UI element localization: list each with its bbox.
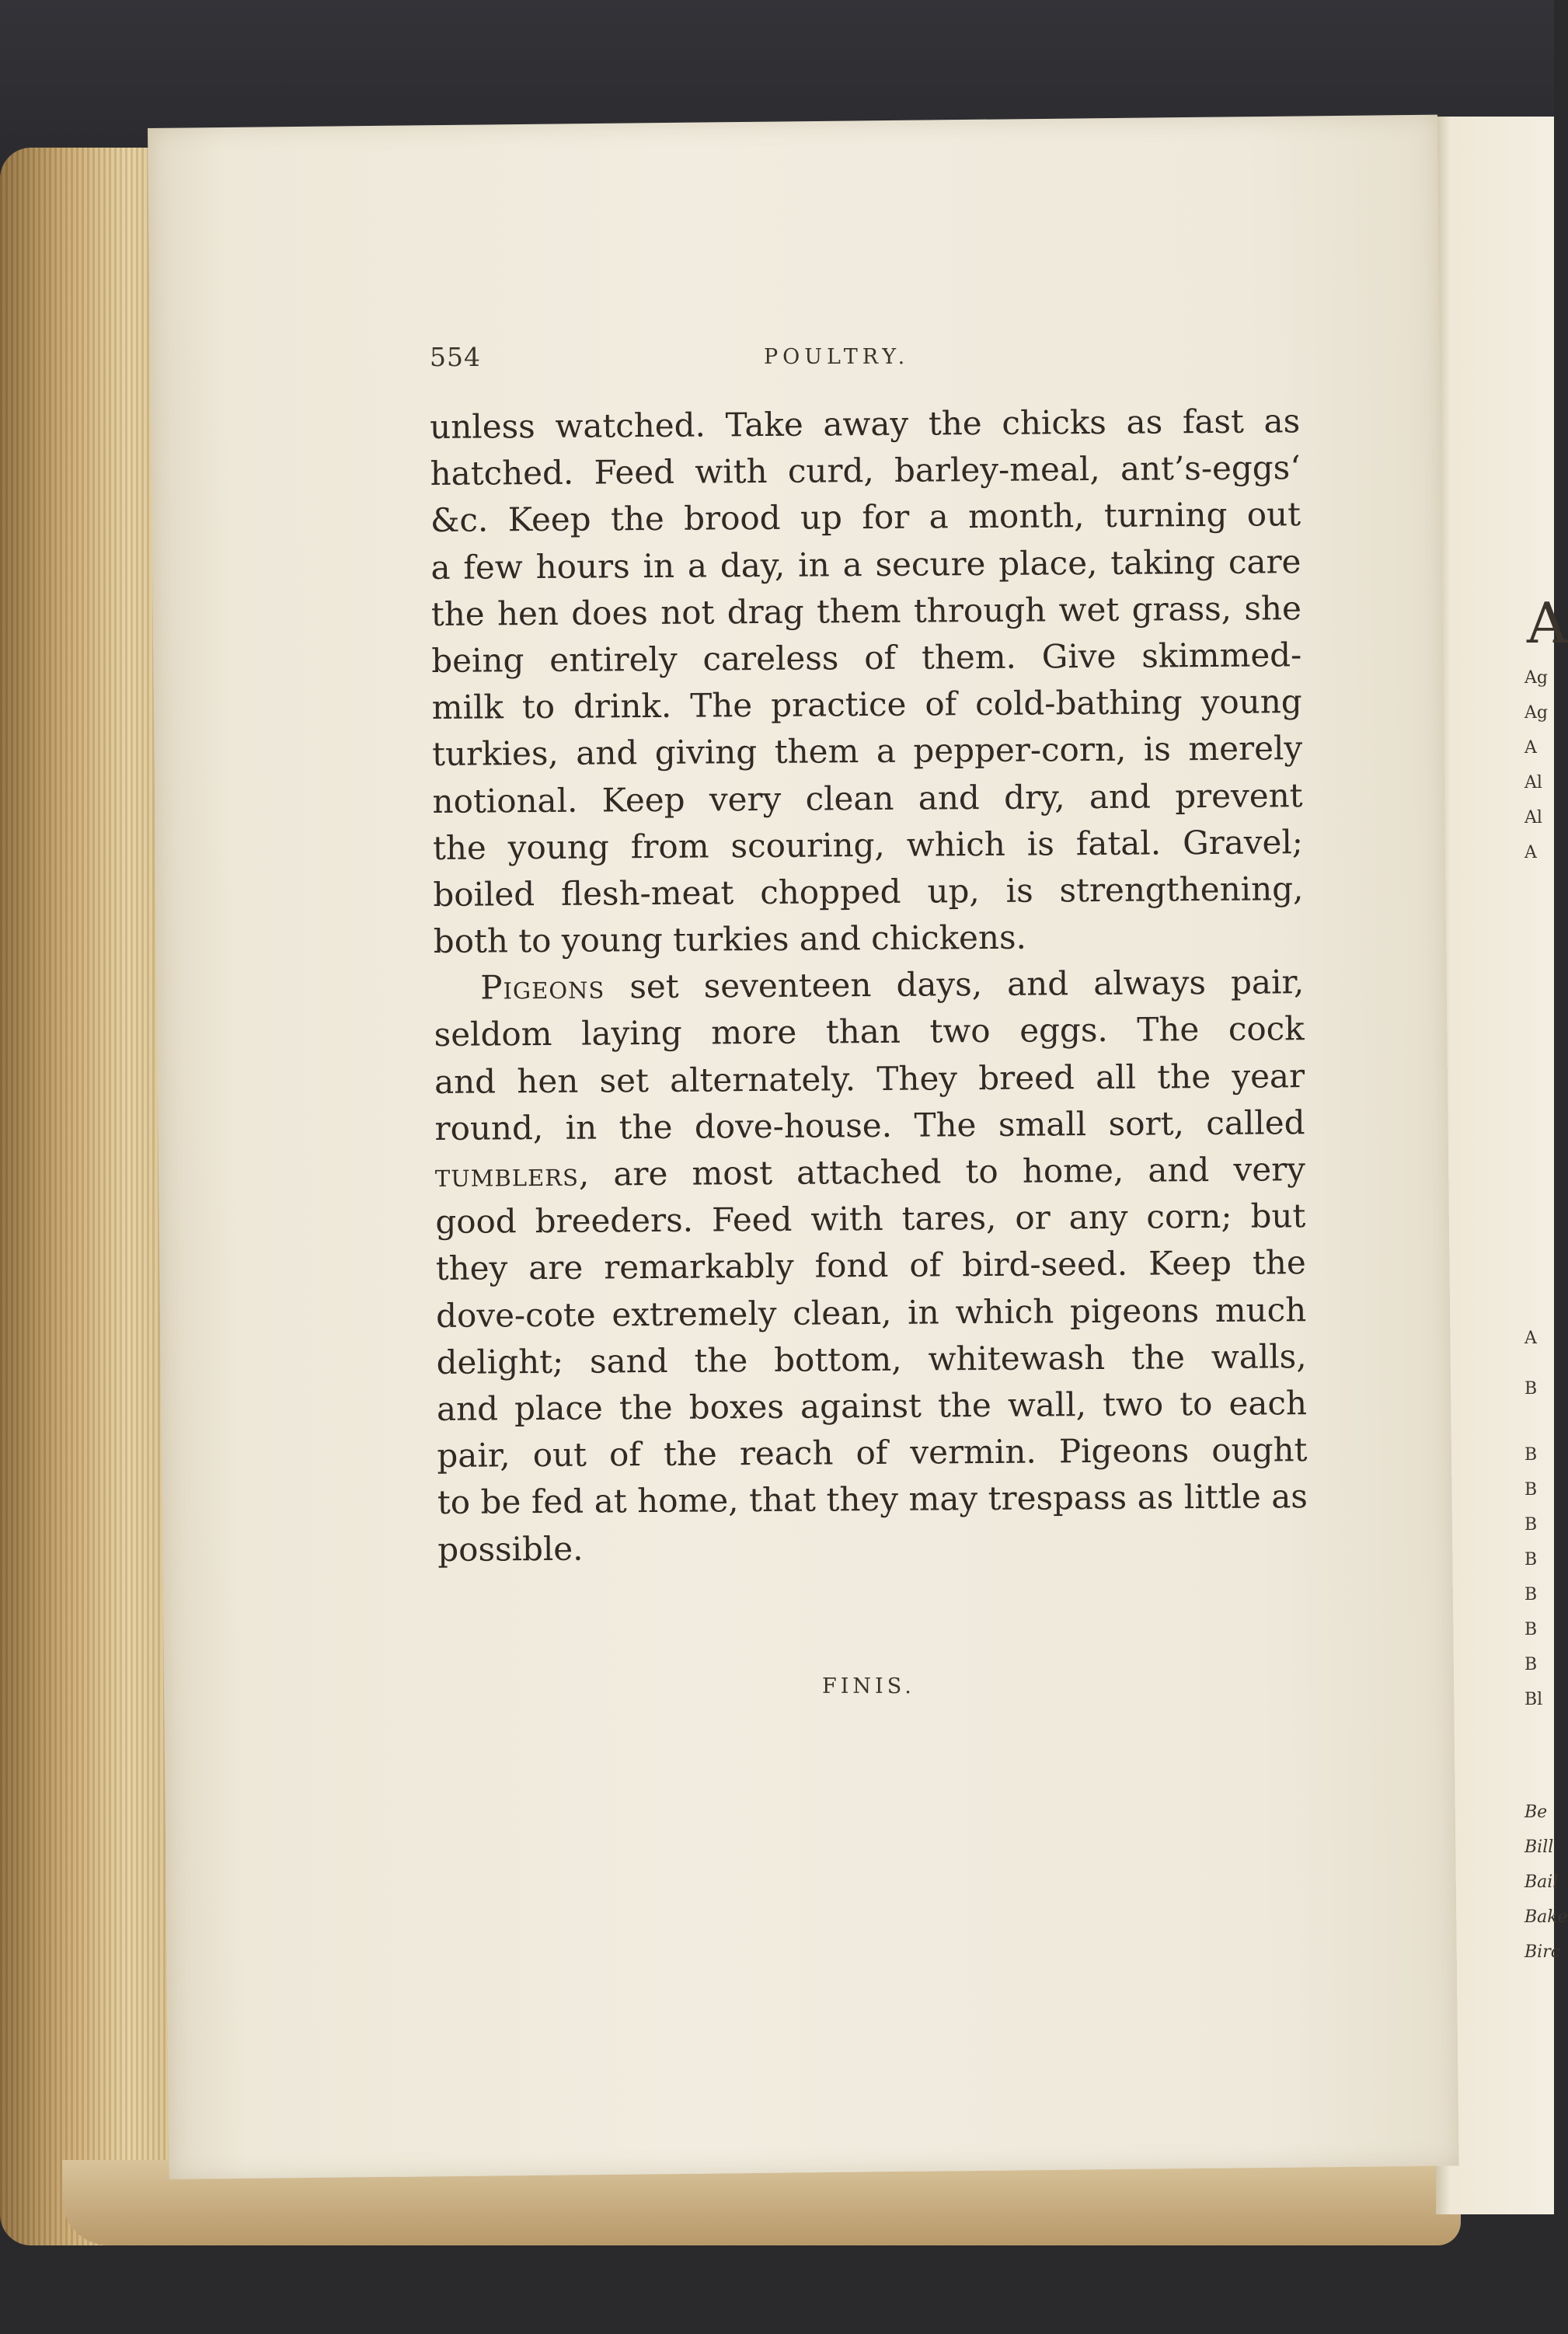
book-fore-edge: [0, 148, 171, 2245]
facing-index-entry: Bake: [1524, 1907, 1568, 1927]
facing-index-entry: B: [1524, 1515, 1538, 1535]
pigeons-first-line: [434, 959, 1304, 1012]
facing-index-entry: B: [1524, 1480, 1538, 1500]
facing-index-entry: A: [1524, 1329, 1537, 1348]
text-line: turkies, and giving them a pepper-corn, is merely: [431, 729, 1303, 774]
facing-index-entry: Al: [1524, 808, 1542, 827]
text-line: hatched. Feed with curd, barley-meal, ant’s-eggs‘: [430, 448, 1301, 493]
text-line: unless watched. Take away the chicks as fast as: [430, 402, 1301, 446]
text-line: seldom laying more than two eggs. The cock: [434, 1009, 1305, 1054]
text-line: good breeders. Feed with tares, or any corn; but: [435, 1197, 1306, 1242]
facing-index-entry: Be: [1524, 1803, 1548, 1822]
facing-index-entry: Ag: [1524, 703, 1548, 723]
tumblers-term: tumblers: [434, 1155, 580, 1194]
facing-index-entry: Bill: [1524, 1838, 1554, 1857]
text-line: the young from scouring, which is fatal. Gravel;: [432, 822, 1304, 867]
text-line: boiled flesh-meat chopped up, is strengthening,: [433, 869, 1304, 914]
text-line: they are remarkably fond of bird-seed. Keep the: [435, 1243, 1306, 1288]
facing-index-entry: Al: [1524, 773, 1542, 793]
section-title: POULTRY.: [764, 345, 910, 369]
facing-index-entry: B: [1524, 1550, 1538, 1569]
facing-index-entry: Birc: [1524, 1942, 1561, 1962]
facing-index-entry: B: [1524, 1585, 1538, 1604]
text-line: &c. Keep the brood up for a month, turning out: [430, 495, 1301, 540]
facing-index-entry: B: [1524, 1620, 1538, 1639]
text-fragment: , are most attached to home, and very: [578, 1150, 1306, 1193]
facing-index-entry: B: [1524, 1445, 1538, 1465]
text-fragment: set seventeen days, and always pair,: [605, 963, 1305, 1006]
text-line: both to young turkies and chickens.: [433, 918, 1027, 961]
pigeons-lead-word: Pigeons: [480, 967, 605, 1007]
text-line: milk to drink. The practice of cold-bathing young: [431, 682, 1302, 727]
text-line: round, in the dove-house. The small sort, called: [434, 1103, 1305, 1148]
facing-index-entry: Bail: [1524, 1872, 1559, 1892]
text-line: possible.: [437, 1529, 584, 1569]
facing-page-initial: A: [1527, 590, 1567, 656]
text-line: notional. Keep very clean and dry, and prevent: [432, 775, 1303, 820]
text-line: a few hours in a day, in a secure place, taking care: [430, 542, 1301, 587]
text-line: the hen does not drag them through wet grass, she: [430, 588, 1302, 633]
text-line: pair, out of the reach of vermin. Pigeons ought: [437, 1430, 1308, 1475]
text-line: and place the boxes against the wall, two to each: [436, 1384, 1308, 1428]
facing-index-entry: Ag: [1524, 668, 1548, 688]
text-line: to be fed at home, that they may trespass as little as: [437, 1477, 1308, 1522]
facing-index-entry: B: [1524, 1655, 1538, 1674]
page-number: 554: [430, 342, 481, 372]
body-text: [430, 398, 1308, 1573]
facing-index-entry: B: [1524, 1379, 1538, 1399]
running-head: [430, 342, 1129, 388]
tumblers-line: [435, 1146, 1305, 1199]
text-line: dove-cote extremely clean, in which pigeons much: [436, 1290, 1307, 1335]
facing-index-entry: A: [1524, 843, 1537, 862]
facing-index-entry: Bl: [1524, 1690, 1543, 1709]
finis-mark: FINIS.: [822, 1674, 915, 1698]
text-line: and hen set alternately. They breed all the year: [434, 1056, 1305, 1101]
text-line: being entirely careless of them. Give skimmed-: [431, 636, 1302, 680]
text-line: delight; sand the bottom, whitewash the walls,: [436, 1336, 1307, 1381]
facing-index-entry: A: [1524, 738, 1537, 758]
